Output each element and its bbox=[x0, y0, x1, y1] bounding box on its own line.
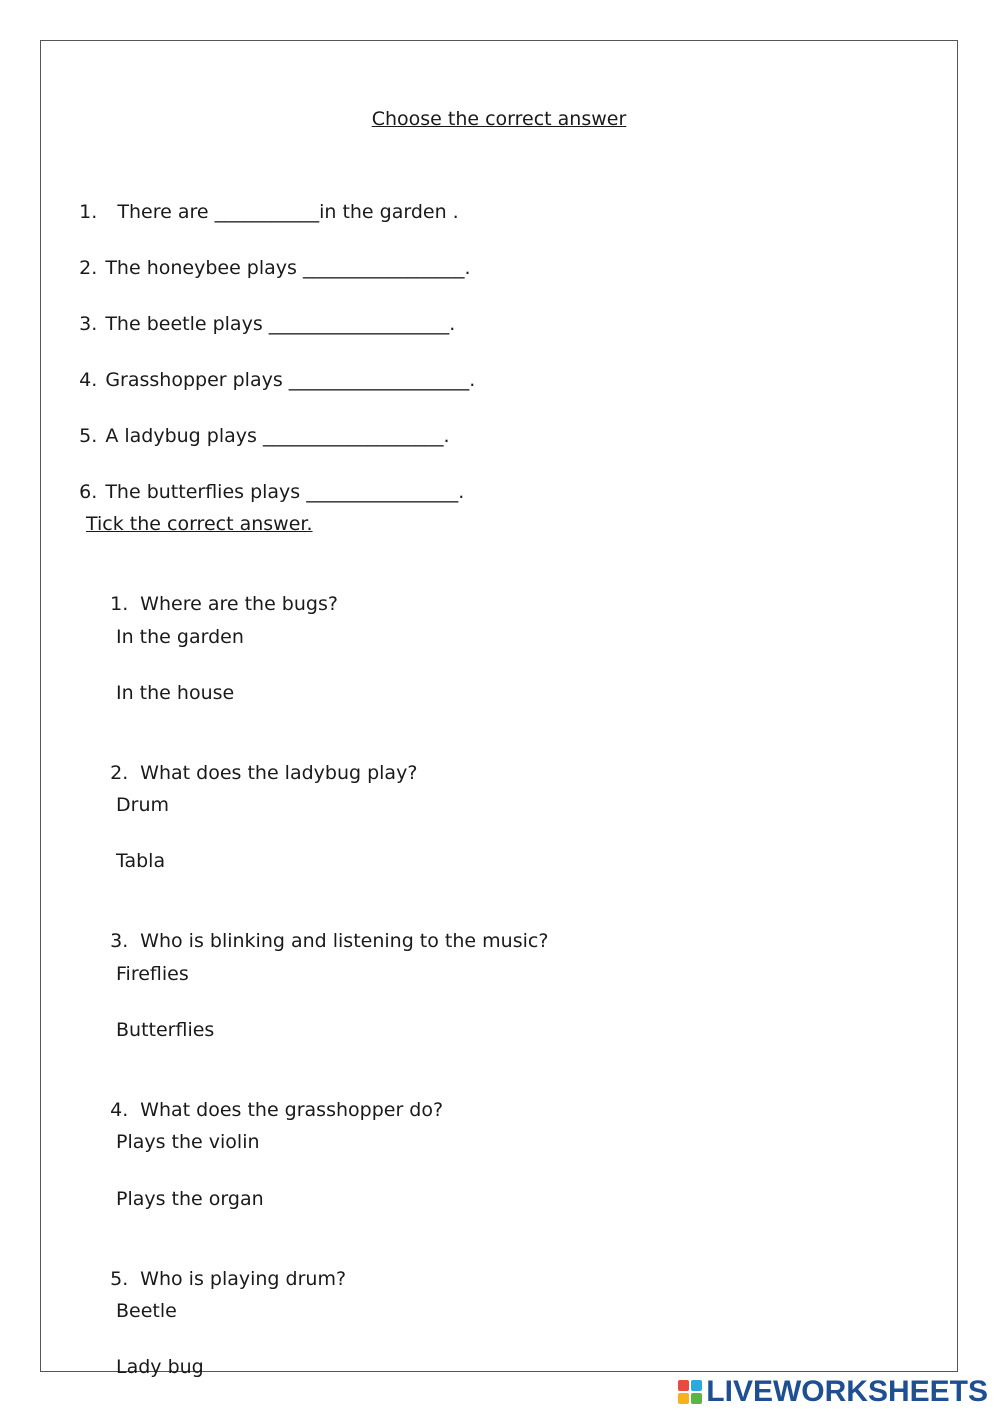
answer-option[interactable]: Butterflies bbox=[116, 1019, 215, 1041]
answer-option[interactable]: Plays the organ bbox=[116, 1188, 264, 1210]
worksheet-title: Choose the correct answer bbox=[371, 108, 627, 130]
section-heading: Tick the correct answer. bbox=[86, 513, 313, 535]
item-number: 5. bbox=[79, 425, 98, 447]
question-number: 4. bbox=[110, 1099, 129, 1121]
question-text: Who is blinking and listening to the music? bbox=[140, 930, 549, 952]
answer-option[interactable]: In the garden bbox=[116, 626, 244, 648]
item-text: Grasshopper plays ___________________. bbox=[105, 369, 476, 391]
item-number: 6. bbox=[79, 481, 98, 503]
question-text: Where are the bugs? bbox=[140, 593, 338, 615]
question-number: 3. bbox=[110, 930, 129, 952]
logo-square bbox=[678, 1380, 689, 1391]
item-text: The honeybee plays _________________. bbox=[105, 257, 471, 279]
answer-option[interactable]: Lady bug bbox=[116, 1356, 204, 1378]
item-number: 1. bbox=[79, 201, 98, 223]
answer-option[interactable]: Plays the violin bbox=[116, 1131, 260, 1153]
logo-square bbox=[691, 1393, 702, 1404]
worksheet bbox=[40, 40, 958, 1378]
answer-option[interactable]: Fireflies bbox=[116, 963, 189, 985]
item-number: 4. bbox=[79, 369, 98, 391]
answer-option[interactable]: Tabla bbox=[116, 850, 166, 872]
question-number: 5. bbox=[110, 1268, 129, 1290]
answer-option[interactable]: In the house bbox=[116, 682, 235, 704]
question-text: What does the grasshopper do? bbox=[140, 1099, 444, 1121]
question-text: What does the ladybug play? bbox=[140, 762, 418, 784]
item-text: The butterflies plays ________________. bbox=[105, 481, 465, 503]
answer-option[interactable]: Beetle bbox=[116, 1300, 177, 1322]
question-text: Who is playing drum? bbox=[140, 1268, 347, 1290]
answer-option[interactable]: Drum bbox=[116, 794, 169, 816]
item-number: 2. bbox=[79, 257, 98, 279]
logo-square bbox=[691, 1380, 702, 1391]
question-number: 1. bbox=[110, 593, 129, 615]
liveworksheets-logo[interactable] bbox=[678, 1375, 988, 1409]
logo-square bbox=[678, 1393, 689, 1404]
logo-grid-icon bbox=[678, 1380, 702, 1404]
item-number: 3. bbox=[79, 313, 98, 335]
item-text: There are ___________in the garden . bbox=[111, 201, 459, 223]
item-text: A ladybug plays ___________________. bbox=[105, 425, 450, 447]
item-text: The beetle plays ___________________. bbox=[105, 313, 456, 335]
logo-text: LIVEWORKSHEETS bbox=[706, 1375, 988, 1408]
question-number: 2. bbox=[110, 762, 129, 784]
